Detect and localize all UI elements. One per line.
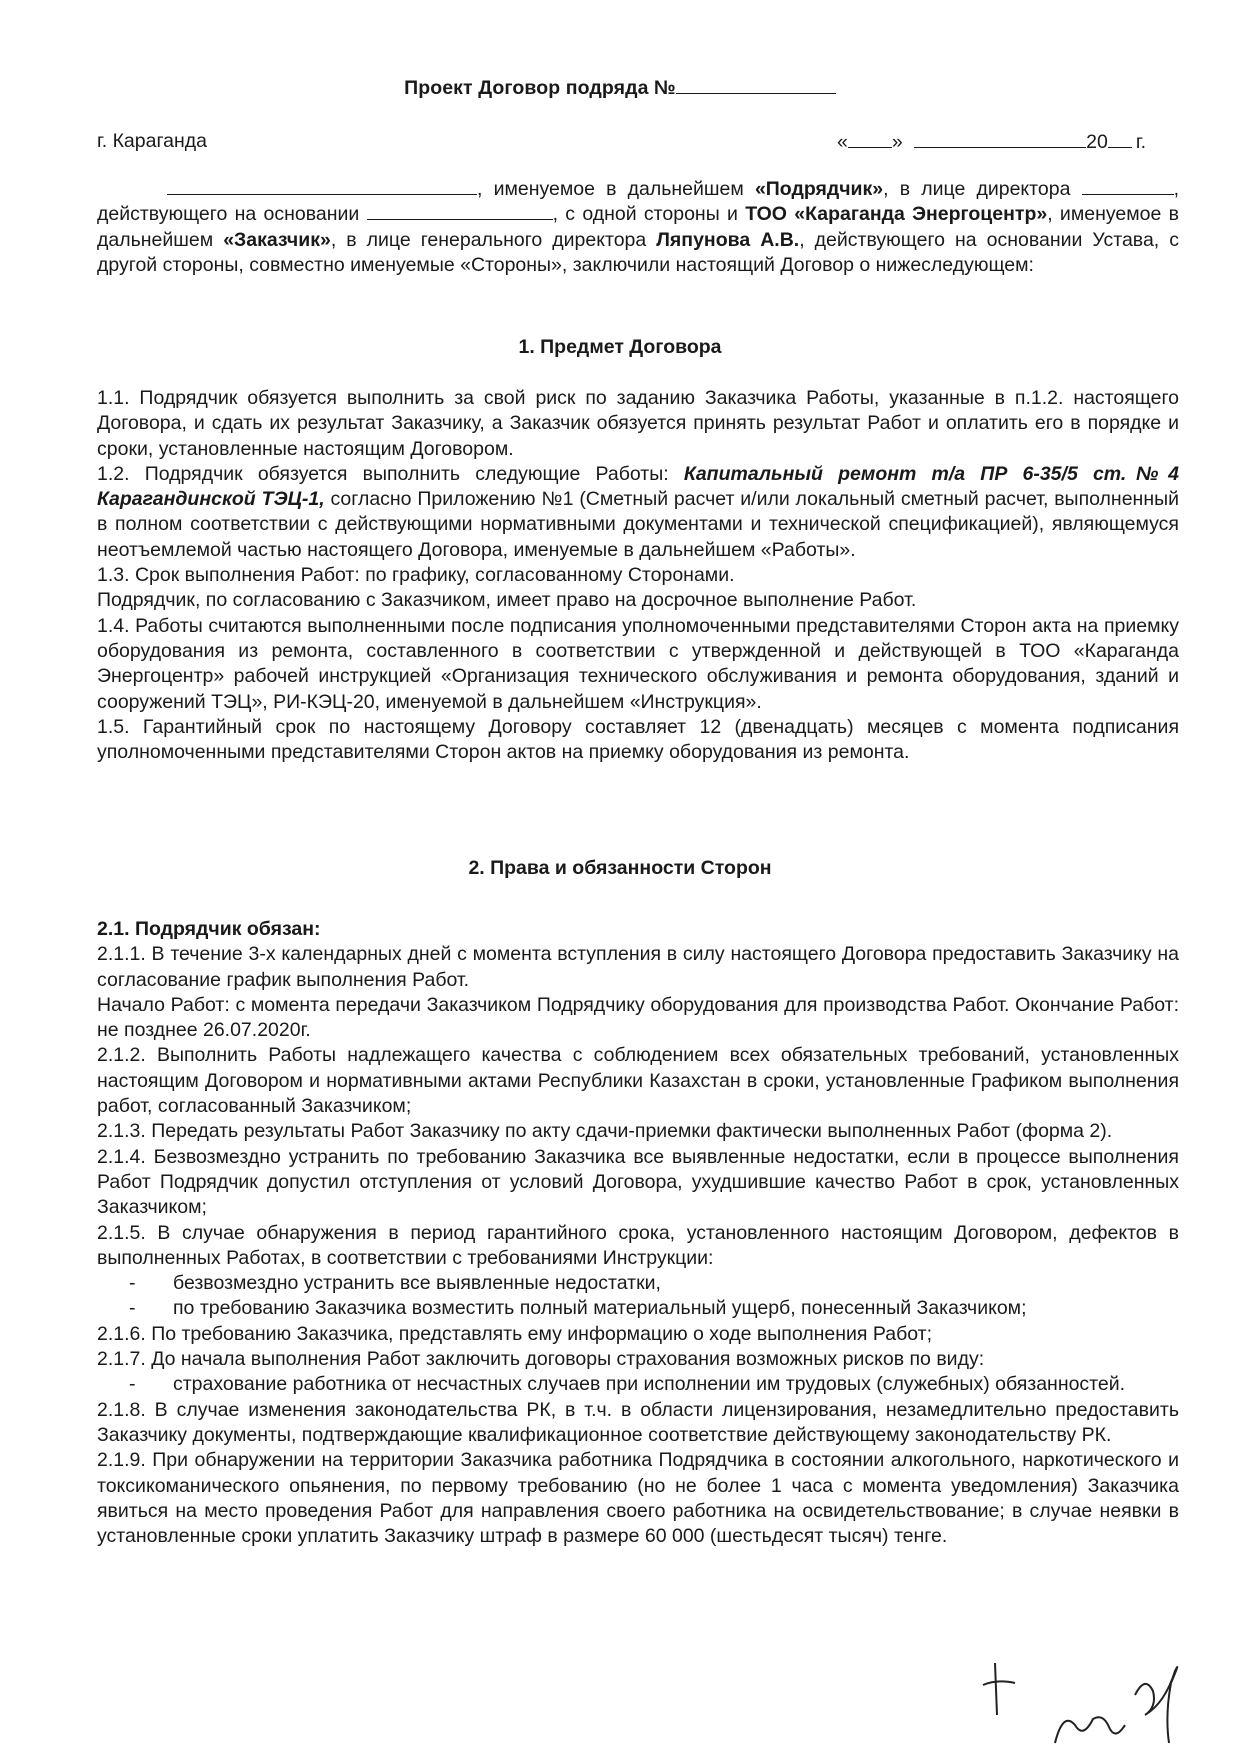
month-blank: [914, 130, 1086, 148]
clause-2-1-5: 2.1.5. В случае обнаружения в период гарантийного срока, установленного настоящим Договором, дефектов в выполненных Работах, в соответствии с требованиями Инструкции:: [97, 1221, 1179, 1269]
clause-1-2: [97, 462, 1179, 563]
clause-1-5: 1.5. Гарантийный срок по настоящему Договору составляет 12 (двенадцать) месяцев с момента подписания уполномоченными представителями Сторон актов на приемку оборудования из ремонта.: [97, 715, 1179, 764]
preamble-text-6: , в лице генерального директора: [330, 228, 657, 251]
preamble-contractor: «Подрядчик»: [754, 178, 884, 200]
preamble-text-1: , именуемое в дальнейшем: [477, 178, 755, 200]
signature-mark-1: [983, 1663, 1015, 1715]
clause-2-1-1-dates: Начало Работ: с момента передачи Заказчиком Подрядчику оборудования для производства Работ. Окончание Работ: не позднее 26.07.2020г.: [97, 993, 1179, 1042]
clause-1-3-note: Подрядчик, по согласованию с Заказчиком, имеет право на досрочное выполнение Работ.: [97, 589, 917, 612]
clause-1-1: 1.1. Подрядчик обязуется выполнить за свой риск по заданию Заказчика Работы, указанные в п.1.2. настоящего Договора, и сдать их результат Заказчику, а Заказчик обязуется принять результат Работ и оплатить его в порядке и сроки, установленные настоящим Договором.: [97, 387, 1179, 460]
preamble-text-7: , действующего на основании Устава, с другой стороны, совместно именуемые «Стороны», заключили настоящий Договор о нижеследующем:: [97, 228, 1179, 276]
date-quote-close: »: [891, 131, 903, 153]
date-line: [837, 130, 1146, 154]
handwritten-signatures: [975, 1655, 1205, 1750]
clause-2-1-2: 2.1.2. Выполнить Работы надлежащего качества с соблюдением всех обязательных требований, установленных настоящим Договором и нормативными актами Республики Казахстан в сроки, установленные Графиком выполнения работ, согласованный Заказчиком;: [97, 1044, 1179, 1118]
dash-marker: -: [129, 1297, 136, 1320]
clause-2-1-5-item-a: [97, 1271, 1179, 1296]
contractor-name-blank: [167, 177, 477, 195]
year-prefix: 20: [1086, 131, 1108, 153]
day-blank: [848, 130, 892, 148]
section-2-body: [97, 917, 1179, 1549]
director-blank: [1082, 177, 1174, 195]
section-1-body: [97, 386, 1179, 765]
clause-2-1-6: 2.1.6. По требованию Заказчика, представлять ему информацию о ходе выполнения Работ;: [97, 1322, 933, 1345]
contract-number-blank: [676, 76, 836, 94]
clause-2-1-9: 2.1.9. При обнаружении на территории Заказчика работника Подрядчика в состоянии алкогольного, наркотического и токсикоманического опьянения, по первому требованию (но не более 1 часа с момента уведомления) Заказчика явиться на место проведения Работ для направления своего работника на освидетельствование; в случае неявки в установленные сроки уплатить Заказчику штраф в размере 60 000 (шестьдесят тысяч) тенге.: [97, 1449, 1179, 1548]
item-text: безвозмездно устранить все выявленные недостатки,: [173, 1272, 661, 1295]
title-text: Проект Договор подряда №: [404, 77, 676, 99]
clause-2-1-1: 2.1.1. В течение 3-х календарных дней с момента вступления в силу настоящего Договора предоставить Заказчику на согласование график выполнения Работ.: [97, 943, 1179, 991]
preamble-text-3: , действующего на основании: [97, 178, 1179, 226]
signature-mark-2: [1055, 1667, 1177, 1743]
clause-1-3: 1.3. Срок выполнения Работ: по графику, согласованному Сторонами.: [97, 564, 735, 587]
document-title: [0, 76, 1240, 100]
preamble: [97, 177, 1179, 278]
clause-2-1-8: 2.1.8. В случае изменения законодательства РК, в т.ч. в области лицензирования, незамедлительно предоставить Заказчику документы, подтверждающие квалификационное соответствие действующему законодательству РК.: [97, 1398, 1179, 1446]
date-quote-open: «: [837, 131, 848, 153]
clause-2-1-4: 2.1.4. Безвозмездно устранить по требованию Заказчика все выявленные недостатки, если в процессе выполнения Работ Подрядчик допустил отступления от условий Договора, ухудшившие качество Работ в срок, установленных Заказчиком;: [97, 1145, 1179, 1219]
clause-1-2-text-c: согласно Приложению №1 (Сметный расчет и/или локальный сметный расчет, выполненный в полном соответствии с действующими нормативными документами и технической спецификацией), являющемуся неотъемлемой частью настоящего Договора, именуемые в дальнейшем «Работы».: [97, 488, 1179, 561]
preamble-customer-org: ТОО «Караганда Энергоцентр»: [745, 203, 1048, 226]
clause-2-1-7: 2.1.7. До начала выполнения Работ заключить договоры страхования возможных рисков по виду:: [97, 1348, 985, 1371]
year-blank: [1108, 130, 1132, 148]
clause-2-1-5-item-b: [97, 1296, 1179, 1321]
preamble-customer: «Заказчик»: [223, 228, 331, 251]
section-1-heading: 1. Предмет Договора: [518, 336, 722, 358]
clause-1-2-work-title: Капитальный ремонт т/а ПР 6-35/5 ст.№4 Карагандинской ТЭЦ-1,: [97, 462, 1179, 511]
clause-1-4: 1.4. Работы считаются выполненными после подписания уполномоченными представителями Сторон акта на приемку оборудования из ремонта, составленного в соответствии с утвержденной и действующей в ТОО «Караганда Энергоцентр» рабочей инструкцией «Организация технического обслуживания и ремонта оборудования, зданий и сооружений ТЭЦ», РИ-КЭЦ-20, именуемой в дальнейшем «Инструкция».: [97, 614, 1179, 713]
year-suffix: г.: [1135, 131, 1146, 153]
preamble-text-5: , именуемое в дальнейшем: [97, 203, 1179, 251]
city-label: г. Караганда: [97, 130, 207, 152]
item-text: по требованию Заказчика возместить полный материальный ущерб, понесенный Заказчиком;: [173, 1297, 1027, 1320]
clause-2-1-7-item-a: [97, 1372, 1179, 1397]
preamble-text-4: , с одной стороны и: [552, 203, 746, 226]
preamble-director-name: Ляпунова А.В.: [656, 228, 800, 251]
section-2-heading: 2. Права и обязанности Сторон: [468, 857, 772, 879]
subsection-2-1: 2.1. Подрядчик обязан:: [97, 918, 321, 940]
item-text: страхование работника от несчастных случаев при исполнении им трудовых (служебных) обязанностей.: [173, 1373, 1126, 1396]
clause-1-2-text-a: 1.2. Подрядчик обязуется выполнить следующие Работы:: [97, 462, 684, 485]
clause-2-1-3: 2.1.3. Передать результаты Работ Заказчику по акту сдачи-приемки фактически выполненных Работ (форма 2).: [97, 1120, 1113, 1143]
basis-blank: [367, 202, 553, 220]
dash-marker: -: [129, 1373, 136, 1396]
dash-marker: -: [129, 1272, 136, 1295]
preamble-text-2: , в лице директора: [883, 178, 1071, 200]
